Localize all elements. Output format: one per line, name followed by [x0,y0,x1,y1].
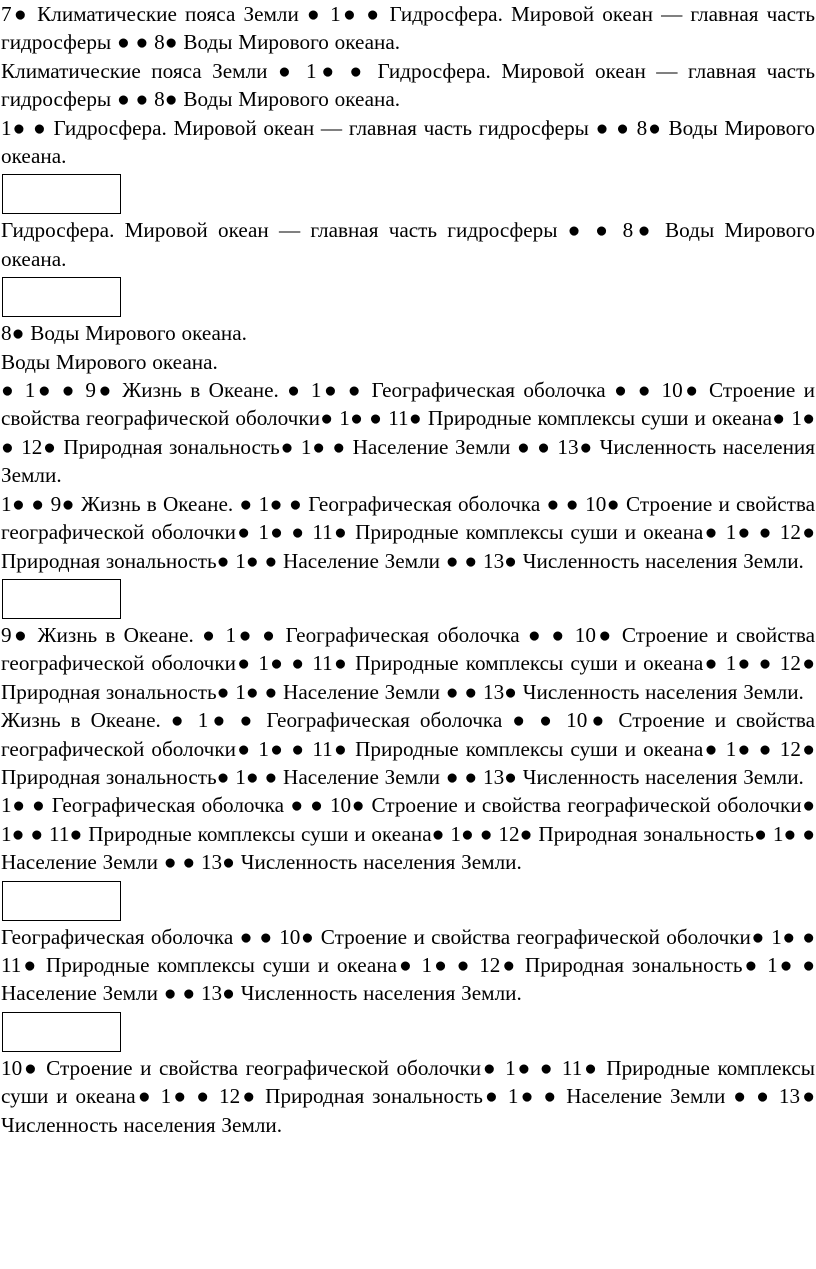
paragraph: 1● ● Гидросфера. Мировой океан — главная часть гидросферы ● ● 8● Воды Мирового океана. [1,115,815,169]
paragraph: Географическая оболочка ● ● 10● Строение и свойства географической оболочки● 1● ● 11● Природные комплексы суши и океана● 1● ● 12● Природная зональность● 1● ● Население Земли ● ● 13● Численность населения Земли. [1,924,815,1006]
paragraph: 7● Климатические пояса Земли ● 1● ● Гидросфера. Мировой океан — главная часть гидросферы ● ● 8● Воды Мирового океана. [1,2,815,55]
image-placeholder-box [2,174,121,214]
paragraph: 1● ● 9● Жизнь в Океане. ● 1● ● Географическая оболочка ● ● 10● Строение и свойства географической оболочки● 1● ● 11● Природные комплексы суши и океана● 1● ● 12● Природная зональность● 1● ● Население Земли ● ● 13● Численность населения Земли. [1,491,815,573]
paragraph: 10● Строение и свойства географической оболочки● 1● ● 11● Природные комплексы суши и океана● 1● ● 12● Природная зональность● 1● ● Население Земли ● ● 13● Численность населения Земли. [1,1055,815,1137]
paragraph: Воды Мирового океана. [1,349,218,374]
paragraph: Жизнь в Океане. ● 1● ● Географическая оболочка ● ● 10● Строение и свойства географической оболочки● 1● ● 11● Природные комплексы суши и океана● 1● ● 12● Природная зональность● 1● ● Население Земли ● ● 13● Численность населения Земли. [1,708,815,789]
image-placeholder-box [2,1012,121,1052]
image-placeholder-box [2,579,121,619]
paragraph: Климатические пояса Земли ● 1● ● Гидросфера. Мировой океан — главная часть гидросферы ● ● 8● Воды Мирового океана. [1,58,815,112]
paragraph: 1● ● Географическая оболочка ● ● 10● Строение и свойства географической оболочки● 1● ● 11● Природные комплексы суши и океана● 1● ● 12● Природная зональность● 1● ● Население Земли ● ● 13● Численность населения Земли. [1,793,815,875]
paragraph: ● 1● ● 9● Жизнь в Океане. ● 1● ● Географическая оболочка ● ● 10● Строение и свойства географической оболочки● 1● ● 11● Природные комплексы суши и океана● 1● ● 12● Природная зональность● 1● ● Население Земли ● ● 13● Численность населения Земли. [1,378,815,488]
image-placeholder-box [2,277,121,317]
image-placeholder-box [2,881,121,921]
paragraph: Гидросфера. Мировой океан — главная часть гидросферы ● ● 8● Воды Мирового океана. [1,218,815,271]
paragraph: 9● Жизнь в Океане. ● 1● ● Географическая оболочка ● ● 10● Строение и свойства географической оболочки● 1● ● 11● Природные комплексы суши и океана● 1● ● 12● Природная зональность● 1● ● Население Земли ● ● 13● Численность населения Земли. [1,622,815,704]
paragraph: 8● Воды Мирового океана. [1,321,247,346]
